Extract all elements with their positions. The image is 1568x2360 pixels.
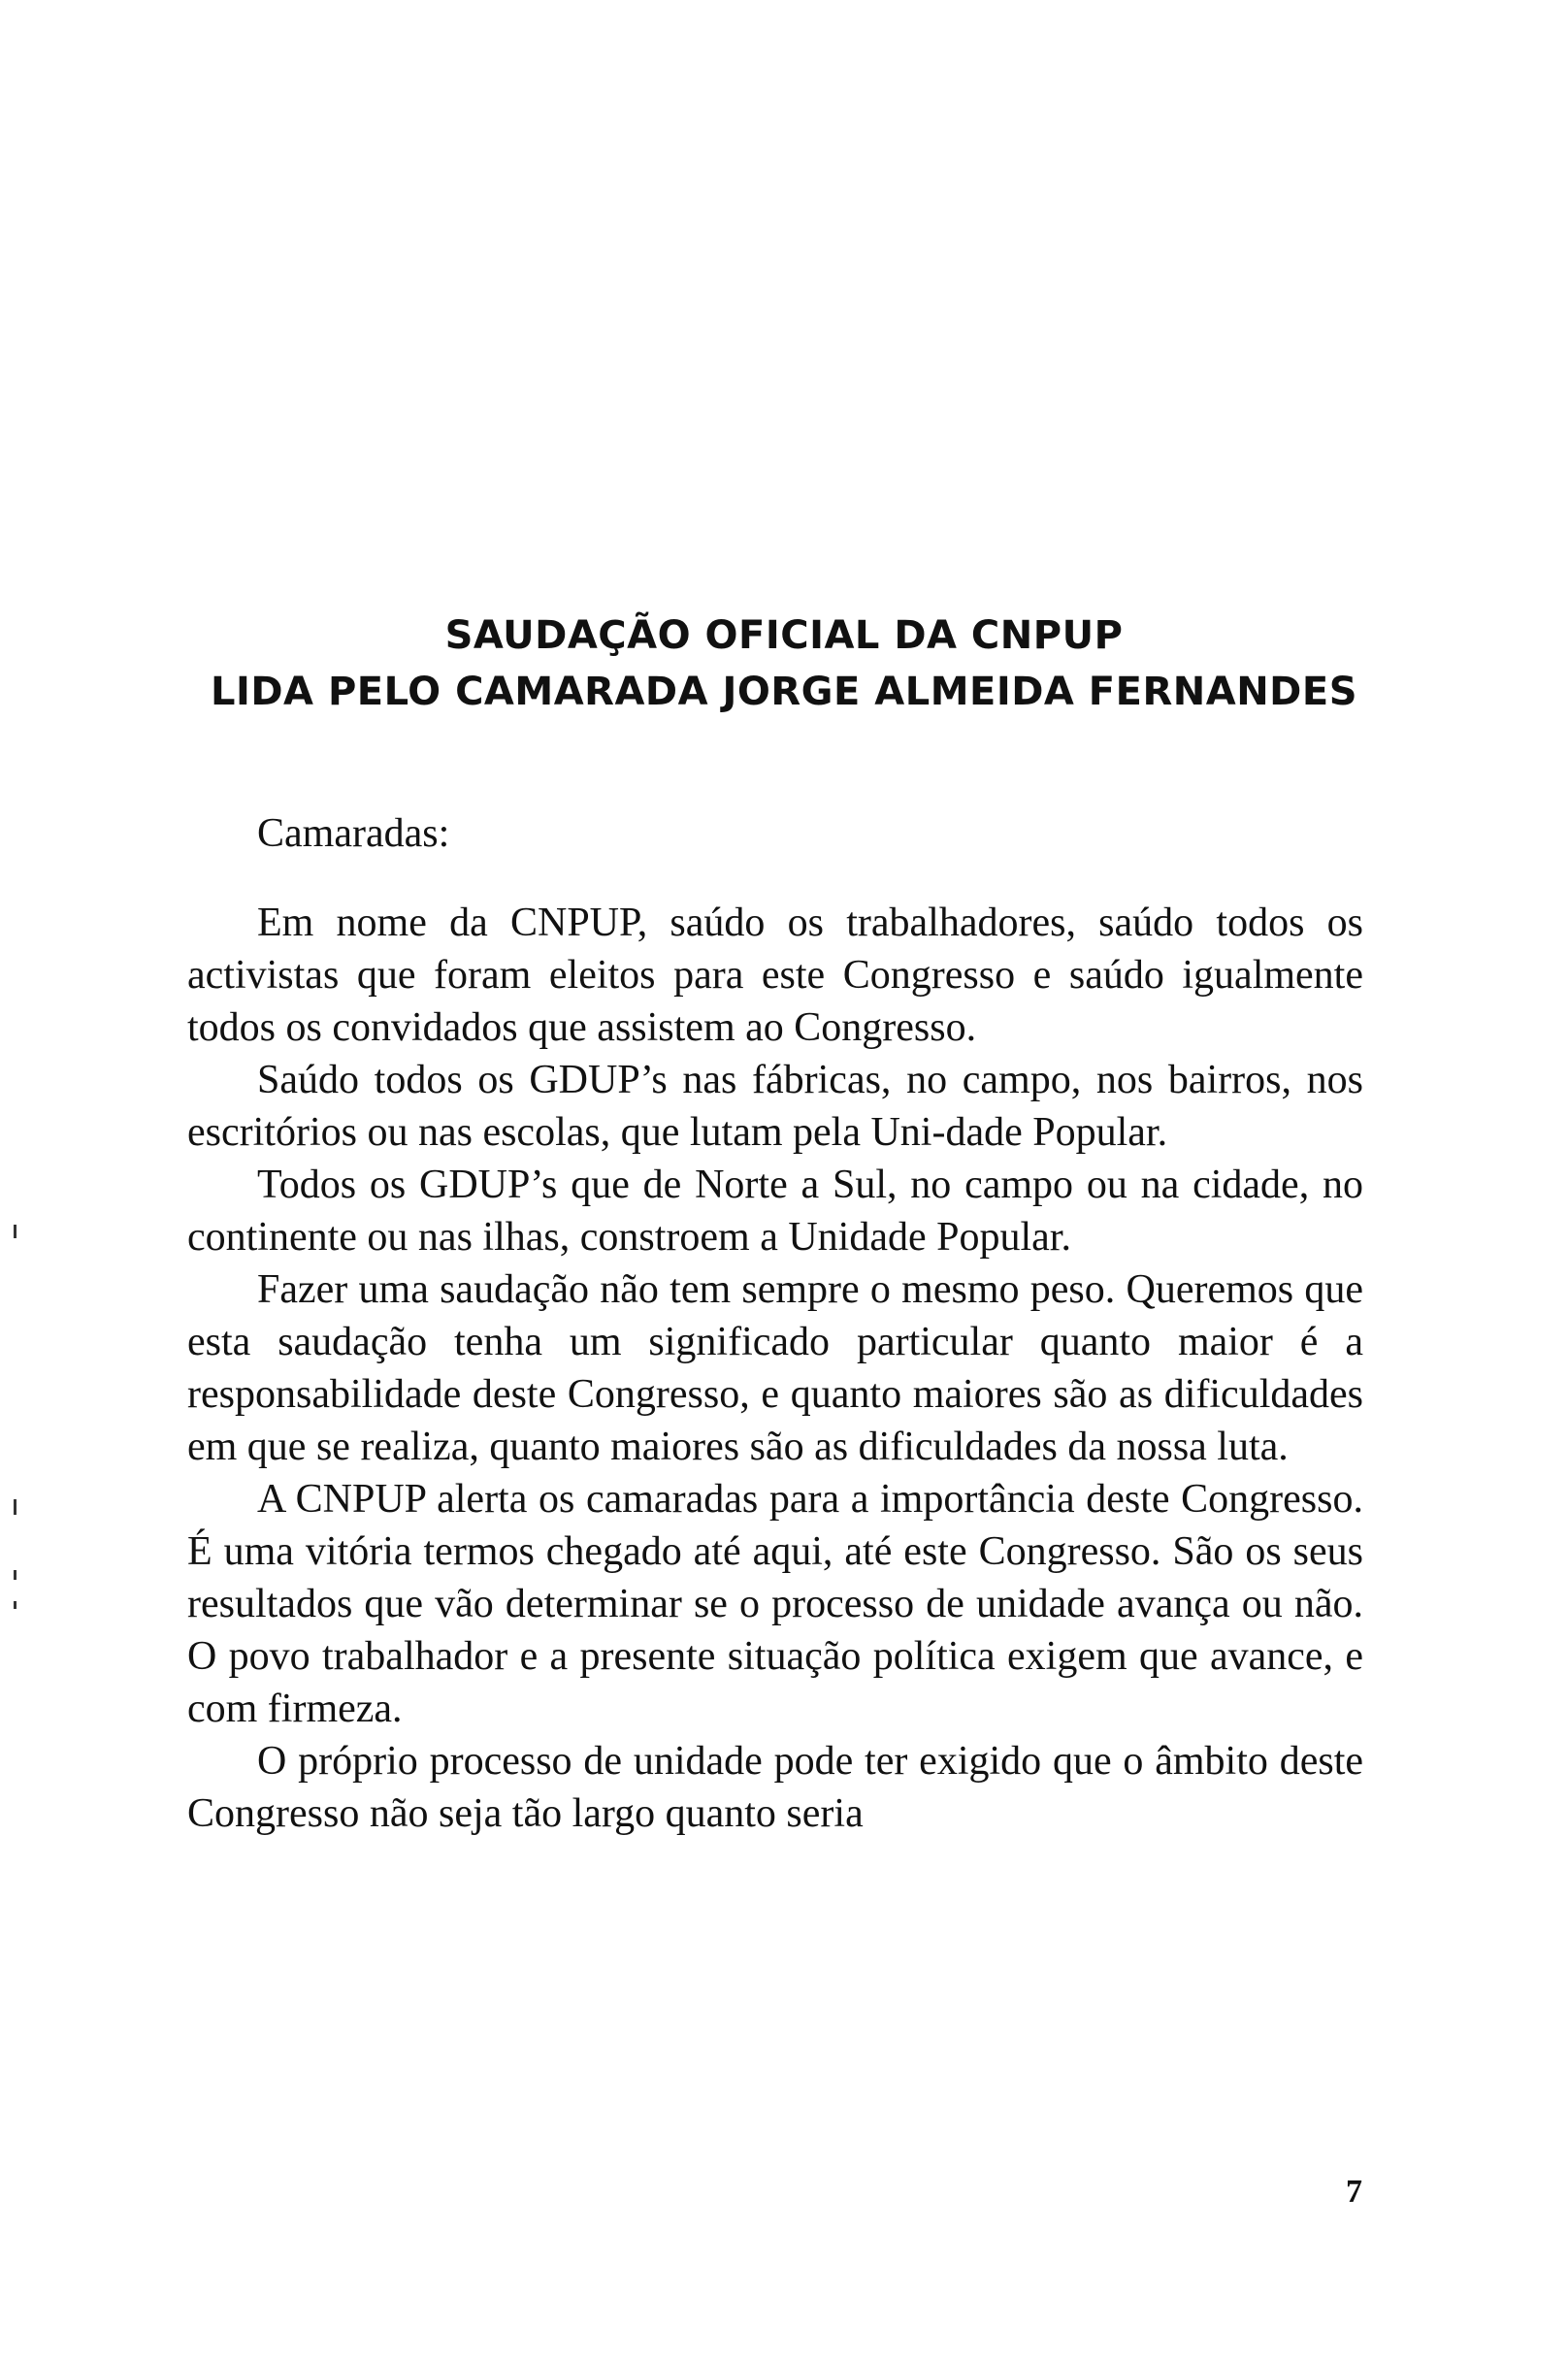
scan-speck — [14, 1601, 16, 1609]
scan-speck — [14, 1570, 16, 1580]
scan-speck — [14, 1499, 16, 1515]
paragraph: A CNPUP alerta os camaradas para a importância deste Congresso. É uma vitória termos chegado até aqui, até este Congresso. São os seus resultados que vão determinar se o processo de unidade avança ou não. O povo trabalhador e a presente situação política exigem que avance, e com firmeza. — [187, 1477, 1363, 1731]
paragraph: Fazer uma saudação não tem sempre o mesmo peso. Queremos que esta saudação tenha um significado particular quanto maior é a responsabilidade deste Congresso, e quanto maiores são as dificuldades em que se realiza, quanto maiores são as dificuldades da nossa luta. — [187, 1267, 1363, 1469]
scan-speck — [14, 1225, 16, 1238]
paragraph: O próprio processo de unidade pode ter exigido que o âmbito deste Congresso não seja tão largo quanto seria — [187, 1739, 1363, 1836]
page-number: 7 — [1346, 2174, 1362, 2210]
title-line-2: LIDA PELO CAMARADA JORGE ALMEIDA FERNANDES — [210, 670, 1357, 714]
body-text — [187, 897, 1363, 1840]
paragraph: Saúdo todos os GDUP’s nas fábricas, no campo, nos bairros, nos escritórios ou nas escolas, que lutam pela Uni-dade Popular. — [187, 1058, 1363, 1155]
title-line-1: SAUDAÇÃO OFICIAL DA CNPUP — [444, 613, 1124, 658]
paragraph: Em nome da CNPUP, saúdo os trabalhadores, saúdo todos os activistas que foram eleitos para este Congresso e saúdo igualmente todos os convidados que assistem ao Congresso. — [187, 901, 1363, 1050]
salutation: Camaradas: — [257, 811, 450, 856]
paragraph: Todos os GDUP’s que de Norte a Sul, no campo ou na cidade, no continente ou nas ilhas, constroem a Unidade Popular. — [187, 1163, 1363, 1260]
